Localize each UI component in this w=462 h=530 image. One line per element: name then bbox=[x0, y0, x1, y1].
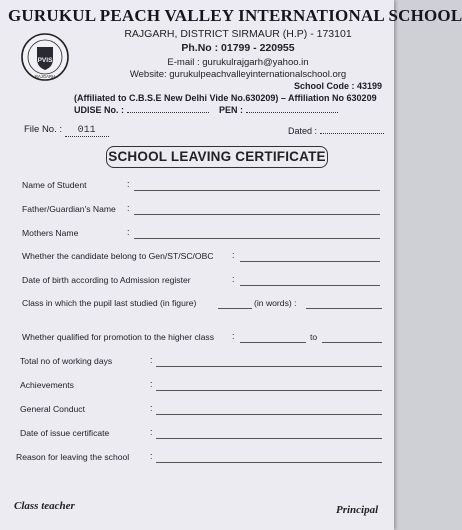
field-line-category[interactable] bbox=[240, 261, 380, 262]
principal-signature-label: Principal bbox=[336, 504, 379, 516]
field-label-promotion: Whether qualified for promotion to the higher class bbox=[22, 332, 215, 342]
field-label-last-class: Class in which the pupil last studied (in figure) bbox=[22, 298, 197, 308]
school-address: RAJGARH, DISTRICT SIRMAUR (H.P) - 173101 bbox=[124, 28, 352, 40]
udise-blank[interactable] bbox=[127, 112, 209, 113]
dated-label: Dated : bbox=[288, 126, 318, 136]
pen-label: PEN : bbox=[219, 105, 244, 115]
school-website: Website: gurukulpeachvalleyinternationalschool.org bbox=[129, 69, 347, 80]
field-line-working-days[interactable] bbox=[156, 366, 382, 367]
field-colon: : bbox=[127, 203, 130, 213]
field-colon: : bbox=[232, 274, 235, 284]
affiliation-text: (Affiliated to C.B.S.E New Delhi Vide No.630209) – Affiliation No 630209 bbox=[74, 93, 377, 103]
field-label-issue-date: Date of issue certificate bbox=[20, 428, 110, 438]
field-colon: : bbox=[150, 379, 153, 389]
field-colon: : bbox=[127, 227, 130, 237]
file-no-label: File No. : bbox=[24, 124, 63, 135]
file-no-blank[interactable] bbox=[65, 124, 109, 137]
school-phone: Ph.No : 01799 - 220955 bbox=[181, 42, 295, 54]
udise-label: UDISE No. : bbox=[74, 105, 125, 115]
field-colon: : bbox=[150, 355, 153, 365]
school-crest-icon bbox=[20, 32, 70, 82]
field-line-conduct[interactable] bbox=[156, 414, 382, 415]
field-line-promotion-to[interactable] bbox=[322, 342, 382, 343]
field-label-student-name: Name of Student bbox=[22, 180, 87, 190]
class-teacher-signature-label: Class teacher bbox=[14, 500, 75, 512]
field-line-promotion-from[interactable] bbox=[240, 342, 306, 343]
field-colon: : bbox=[150, 427, 153, 437]
field-label-mother-name: Mothers Name bbox=[22, 228, 79, 238]
logo-initials: PVIS bbox=[37, 57, 53, 64]
school-name: GURUKUL PEACH VALLEY INTERNATIONAL SCHOOL bbox=[8, 6, 462, 25]
udise-field bbox=[74, 105, 338, 115]
file-no-field bbox=[24, 124, 109, 137]
field-line-dob[interactable] bbox=[240, 285, 380, 286]
field-label-conduct: General Conduct bbox=[20, 404, 85, 414]
field-label-category: Whether the candidate belong to Gen/ST/SC/OBC bbox=[22, 251, 214, 261]
field-line-leaving-reason[interactable] bbox=[156, 462, 382, 463]
field-line-class-words[interactable] bbox=[306, 308, 382, 309]
field-line-achievements[interactable] bbox=[156, 390, 382, 391]
school-email: E-mail : gurukulrajgarh@yahoo.in bbox=[167, 57, 309, 68]
field-line-student-name[interactable] bbox=[134, 190, 380, 191]
field-colon: : bbox=[150, 451, 153, 461]
field-label-working-days: Total no of working days bbox=[20, 356, 113, 366]
field-colon: : bbox=[150, 403, 153, 413]
field-label-in-words: (in words) : bbox=[254, 298, 297, 308]
certificate-title: SCHOOL LEAVING CERTIFICATE bbox=[106, 146, 328, 168]
field-label-father-name: Father/Guardian's Name bbox=[22, 204, 116, 214]
field-label-leaving-reason: Reason for leaving the school bbox=[16, 452, 130, 462]
school-code: School Code : 43199 bbox=[293, 81, 382, 91]
field-colon: : bbox=[232, 250, 235, 260]
field-label-achievements: Achievements bbox=[20, 380, 74, 390]
field-colon: : bbox=[232, 331, 235, 341]
file-no-value: 011 bbox=[77, 125, 96, 136]
pen-blank[interactable] bbox=[246, 112, 338, 113]
field-label-dob: Date of birth according to Admission register bbox=[22, 275, 191, 285]
field-line-mother-name[interactable] bbox=[134, 238, 380, 239]
dated-field bbox=[288, 126, 384, 136]
logo-caption: RAJGARH bbox=[34, 74, 56, 79]
field-line-father-name[interactable] bbox=[134, 214, 380, 215]
dated-blank[interactable] bbox=[320, 133, 384, 134]
field-label-to: to bbox=[310, 332, 318, 342]
field-colon: : bbox=[127, 179, 130, 189]
field-line-class-figure[interactable] bbox=[218, 308, 252, 309]
field-line-issue-date[interactable] bbox=[156, 438, 382, 439]
